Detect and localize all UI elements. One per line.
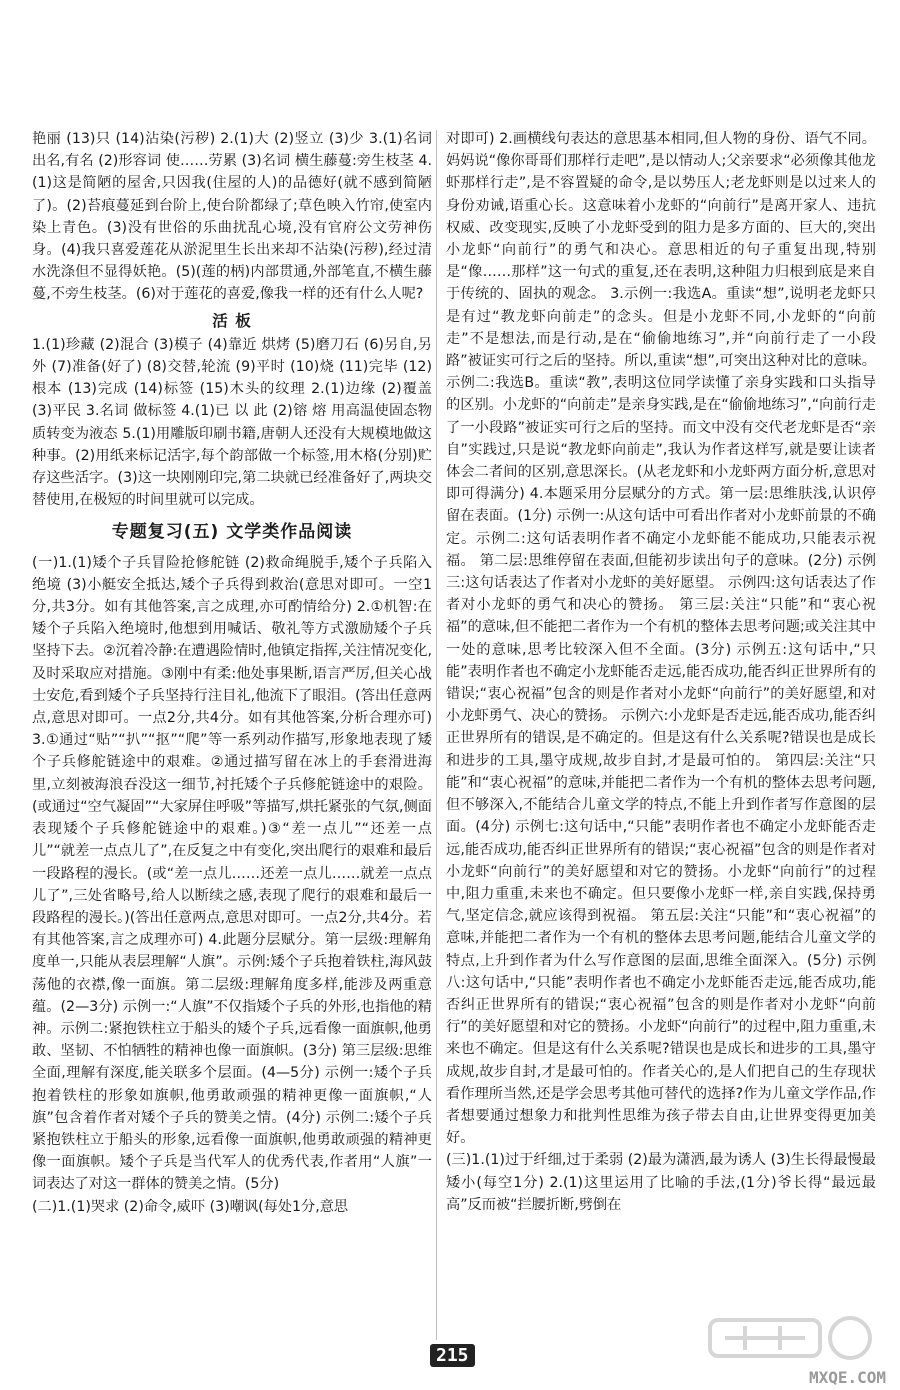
section-title-huoban: 活 板: [212, 311, 252, 330]
left-paragraph-3: (一)1.(1)矮个子兵冒险抢修舵链 (2)救命绳脱手,矮个子兵陷入绝境 (3)小艇安全抵达,矮个子兵得到救治(意思对即可。一空1分,共3分。如有其他答案,言之成理,亦可酌情给分) 2.①机智:在矮个子兵陷入绝境时,他想到用喊话、敬礼等方式激励矮个子兵坚持下去。②沉着冷静:在遭遇险情时,他镇定指挥,关注情况变化,及时采取应对措施。③刚中有柔:他处事果断,语言严厉,但关心战士安危,看到矮个子兵坚持行注目礼,他流下了眼泪。(答出任意两点,意思对即可。一点2分,共4分。如有其他答案,分析合理亦可) 3.①通过“贴”“扒”“抠”“爬”等一系列动作描写,形象地表现了矮个子兵修舵链途中的艰难。②通过描写留在冰上的手套滑进海里,立刻被海浪吞没这一细节,衬托矮个子兵修舵链途中的艰险。(或通过“空气凝固”“大家屏住呼吸”等描写,烘托紧张的气氛,侧面表现矮个子兵修舵链途中的艰难。)③“差一点儿”“还差一点儿”“就差一点点儿了”,在反复之中有变化,突出爬行的艰难和最后一段路程的漫长。(或“差一点儿……还差一点儿……就差一点点儿了”,三处省略号,给人以断续之感,表现了爬行的艰难和最后一段路程的漫长。)(答出任意两点,意思对即可。一点2分,共4分。若有其他答案,言之成理亦可) 4.此题分层赋分。第一层级:理解角度单一,只能从表层理解“人旗”。示例:矮个子兵抱着铁柱,海风鼓荡他的衣襟,像一面旗。第二层级:理解角度多样,能涉及两重意蕴。(2—3分) 示例一:“人旗”不仅指矮个子兵的外形,也指他的精神。示例二:紧抱铁柱立于船头的矮个子兵,远看像一面旗帜,他勇敢、坚韧、不怕牺牲的精神也像一面旗帜。(3分) 第三层级:思维全面,理解有深度,能关联多个层面。(4—5分) 示例一:矮个子兵抱着铁柱的形象如旗帜,他勇敢顽强的精神更像一面旗帜,“人旗”包含着作者对矮个子兵的赞美之情。(4分) 示例二:矮个子兵紧抱铁柱立于船头的形象,远看像一面旗帜,他勇敢顽强的精神更像一面旗帜。矮个子兵是当代军人的优秀代表,作者用“人旗”一词表达了对这一群体的赞美之情。(5分): [32, 554, 432, 1193]
right-column: [446, 128, 876, 1216]
column-divider: [436, 130, 437, 1340]
section-title-zhuanti: 专题复习(五) 文学类作品阅读: [111, 522, 353, 543]
left-column: [32, 128, 432, 1218]
right-paragraph-2: (三)1.(1)过于纤细,过于柔弱 (2)最为潇洒,最为诱人 (3)生长得最慢最矮小(每空1分) 2.(1)这里运用了比喻的手法,(1分)爷长得“最远最高”反而被“拦腰折断,劈倒在: [446, 1152, 876, 1213]
left-paragraph-2: 1.(1)珍藏 (2)混合 (3)模子 (4)靠近 烘烤 (5)磨刀石 (6)另自,另外 (7)准备(好了) (8)交替,轮流 (9)平时 (10)烧 (11)完毕 (12)根本 (13)完成 (14)标签 (15)木头的纹理 2.(1)边缘 (2)覆盖 (3)平民 3.名词 做标签 4.(1)已 以 此 (2)镕 熔 用高温使固态物质转变为液态 5.(1)用雕版印刷书籍,唐朝人还没有大规模地做这种事。(2)用纸来标记活字,每个韵部做一个标签,用木格(分别)贮存这些活字。(3)这一块刚刚印完,第二块就已经准备好了,两块交替使用,在极短的时间里就可以完成。: [32, 336, 432, 509]
page-number: 215: [430, 1344, 475, 1367]
left-paragraph-4: (二)1.(1)哭求 (2)命令,威吓 (3)嘲讽(每处1分,意思: [32, 1198, 349, 1215]
left-paragraph-1: 艳丽 (13)只 (14)沾染(污秽) 2.(1)大 (2)竖立 (3)少 3.(1)名词 出名,有名 (2)形容词 使……劳累 (3)名词 横生藤蔓:旁生枝茎 4.(1)这是简陋的屋舍,只因我(住屋的人)的品德好(就不感到简陋了)。(2)苔痕蔓延到台阶上,使台阶都绿了;草色映入竹帘,使室内染上青色。(3)没有世俗的乐曲扰乱心境,没有官府公文劳神伤身。(4)我只喜爱莲花从淤泥里生长出来却不沾染(污秽),经过清水洗涤但不显得妖艳。(5)(莲的柄)内部贯通,外部笔直,不横生藤蔓,不旁生枝茎。(6)对于莲花的喜爱,像我一样的还有什么人呢?: [32, 131, 432, 303]
watermark-text: MXQE.COM: [808, 1368, 886, 1387]
right-paragraph-1: 对即可) 2.画横线句表达的意思基本相同,但人物的身份、语气不同。妈妈说“像你哥哥们那样行走吧”,是以情动人;父亲要求“必须像其他龙虾那样行走”,是不容置疑的命令,是以势压人;老龙虾则是以过来人的身份劝诫,语重心长。这意味着小龙虾的“向前行”是离开家人、违抗权威、改变现实,反映了小龙虾受到的阻力是多方面的、巨大的,突出小龙虾“向前行”的勇气和决心。意思相近的句子重复出现,特别是“像……那样”这一句式的重复,还在表明,这种阻力归根到底是来自于传统的、固执的观念。 3.示例一:我选A。重读“想”,说明老龙虾只是有过“教龙虾向前走”的念头。但是小龙虾不同,小龙虾的“向前走”不是想法,而是行动,是在“偷偷地练习”,并“向前行走了一小段路”被证实可行之后的坚持。所以,重读“想”,可突出这种对比的意味。 示例二:我选B。重读“教”,表明这位同学读懂了亲身实践和口头指导的区别。小龙虾的“向前走”是亲身实践,是在“偷偷地练习”,“向前行走了一小段路”被证实可行之后的坚持。而文中没有交代老龙虾是否“亲自”实践过,只是说“教龙虾向前走”,我认为作者这样写,就是要让读者体会二者间的区别,意思深长。(从老龙虾和小龙虾两方面分析,意思对即可得满分) 4.本题采用分层赋分的方式。第一层:思维肤浅,认识停留在表面。(1分) 示例一:从这句话中可看出作者对小龙虾前景的不确定。示例二:这句话表明作者不确定小龙虾能不能成功,只能表示祝福。 第二层:思维停留在表面,但能初步读出句子的意味。(2分) 示例三:这句话表达了作者对小龙虾的美好愿望。 示例四:这句话表达了作者对小龙虾的勇气和决心的赞扬。 第三层:关注“只能”和“衷心祝福”的意味,但不能把二者作为一个有机的整体去思考问题;或关注其中一处的意味,思考比较深入但不全面。(3分) 示例五:这句话中,“只能”表明作者也不确定小龙虾能否走远,能否成功,能否纠正世界所有的错误;“衷心祝福”包含的则是作者对小龙虾“向前行”的美好愿望,和对小龙虾勇气、决心的赞扬。 示例六:小龙虾是否走远,能否成功,能否纠正世界所有的错误,是不确定的。但是这有什么关系呢?错误也是成长和进步的工具,墨守成规,故步自封,才是最可怕的。 第四层:关注“只能”和“衷心祝福”的意味,并能把二者作为一个有机的整体去思考问题,但不够深入,不能结合儿童文学的特点,不能上升到作者写作意图的层面。(4分) 示例七:这句话中,“只能”表明作者也不确定小龙虾能否走远,能否成功,能否纠正世界所有的错误;“衷心祝福”包含的则是作者对小龙虾“向前行”的美好愿望和对它的赞扬。小龙虾“向前行”的过程中,阻力重重,未来也不确定。但只要像小龙虾一样,亲自实践,保持勇气,坚定信念,就应该得到祝福。 第五层:关注“只能”和“衷心祝福”的意味,并能把二者作为一个有机的整体去思考问题,能结合儿童文学的特点,上升到作者为什么写作意图的层面,思维全面深入。(5分) 示例八:这句话中,“只能”表明作者也不确定小龙虾能否走远,能否成功,能否纠正世界所有的错误;“衷心祝福”包含的则是作者对小龙虾“向前行”的美好愿望和对它的赞扬。小龙虾“向前行”的过程中,阻力重重,未来也不确定。但是这有什么关系呢?错误也是成长和进步的工具,墨守成规,故步自封,才是最可怕的。作者关心的,是人们把自己的生存现状看作理所当然,还是学会思考其他可替代的选择?作为儿童文学作品,作者想要通过想象力和批判性思维为孩子带去自由,让世界变得更加美好。: [446, 131, 876, 1147]
